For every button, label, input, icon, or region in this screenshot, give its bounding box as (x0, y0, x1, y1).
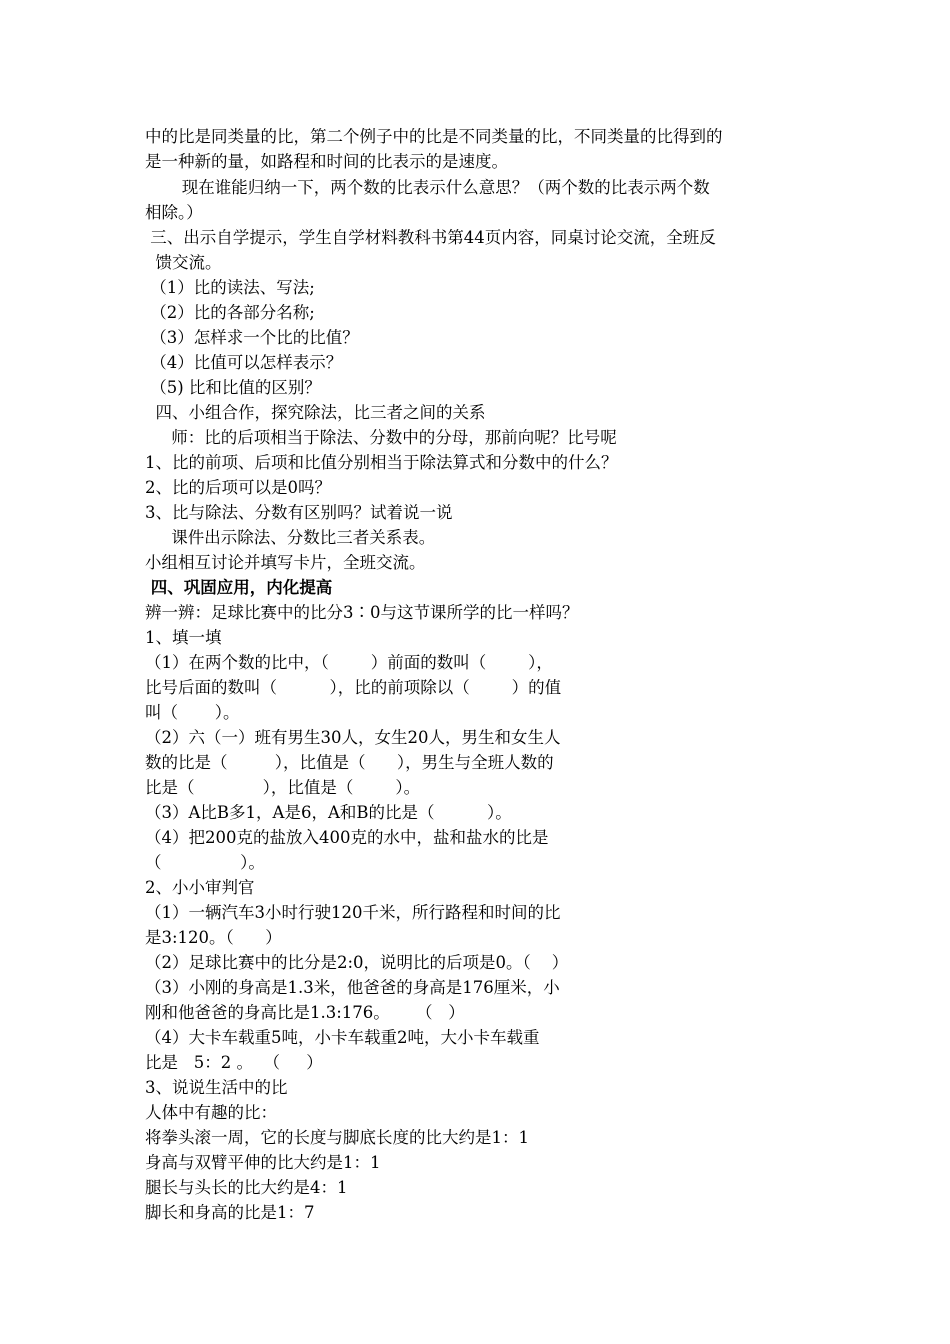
text-line: 师：比的后项相当于除法、分数中的分母，那前向呢？比号呢 (145, 428, 617, 447)
text-line: 比是 5：2 。 （ ） (145, 1053, 323, 1072)
text-line: 人体中有趣的比： (145, 1103, 277, 1122)
text-line: （1）一辆汽车3小时行驶120千米，所行路程和时间的比 (145, 903, 561, 922)
text-line: 比是（ ），比值是（ ）。 (145, 778, 421, 797)
text-line: 是3:120。（ ） (145, 928, 282, 947)
section-heading: 四、小组合作，探究除法，比三者之间的关系 (145, 403, 486, 422)
text-line: 现在谁能归纳一下，两个数的比表示什么意思？（两个数的比表示两个数 (145, 178, 710, 197)
text-line: 三、出示自学提示，学生自学材料教科书第44页内容，同桌讨论交流，全班反 (145, 228, 716, 247)
text-line: （1）在两个数的比中，（ ）前面的数叫（ ）， (145, 653, 553, 672)
text-line: （4）比值可以怎样表示？ (145, 353, 343, 372)
text-line: （2）比的各部分名称; (145, 303, 315, 322)
text-line: 2、比的后项可以是0吗？ (145, 478, 331, 497)
text-line: 课件出示除法、分数比三者关系表。 (145, 528, 436, 547)
text-line: （5) 比和比值的区别？ (145, 378, 321, 397)
text-line: 将拳头滚一周，它的长度与脚底长度的比大约是1：1 (145, 1128, 529, 1147)
text-line: 馈交流。 (145, 253, 222, 272)
text-line: （1）比的读法、写法; (145, 278, 315, 297)
text-line: 2、小小审判官 (145, 878, 255, 897)
text-line: 叫（ ）。 (145, 703, 240, 722)
text-line: 小组相互讨论并填写卡片，全班交流。 (145, 553, 426, 572)
text-line: （2）六（一）班有男生30人，女生20人，男生和女生人 (145, 728, 561, 747)
text-line: （2）足球比赛中的比分是2:0，说明比的后项是0。（ ） (145, 953, 569, 972)
text-line: （ ）。 (145, 853, 265, 872)
text-line: 中的比是同类量的比，第二个例子中的比是不同类量的比，不同类量的比得到的 (145, 127, 723, 146)
text-line: 腿长与头长的比大约是4：1 (145, 1178, 348, 1197)
text-line: 辨一辨：足球比赛中的比分3∶0与这节课所学的比一样吗？ (145, 603, 579, 622)
text-line: 身高与双臂平伸的比大约是1：1 (145, 1153, 381, 1172)
text-line: 3、比与除法、分数有区别吗？试着说一说 (145, 503, 453, 522)
text-line: （4）大卡车载重5吨，小卡车载重2吨，大小卡车载重 (145, 1028, 540, 1047)
text-line: 相除。） (145, 203, 203, 222)
text-line: 3、说说生活中的比 (145, 1078, 288, 1097)
section-heading: 四、巩固应用，内化提高 (145, 578, 333, 597)
text-line: 比号后面的数叫（ ），比的前项除以（ ）的值 (145, 678, 562, 697)
text-line: 是一种新的量，如路程和时间的比表示的是速度。 (145, 152, 508, 171)
text-line: （3）小刚的身高是1.3米，他爸爸的身高是176厘米，小 (145, 978, 560, 997)
text-line: 脚长和身高的比是1：7 (145, 1203, 315, 1222)
text-line: （3）怎样求一个比的比值？ (145, 328, 359, 347)
text-line: 数的比是（ ），比值是（ ），男生与全班人数的 (145, 753, 554, 772)
text-line: 刚和他爸爸的身高比是1.3:176。 （ ） (145, 1003, 465, 1022)
text-line: （4）把200克的盐放入400克的水中，盐和盐水的比是 (145, 828, 549, 847)
text-line: 1、填一填 (145, 628, 222, 647)
text-line: （3）A比B多1，A是6，A和B的比是（ ）。 (145, 803, 512, 822)
text-line: 1、比的前项、后项和比值分别相当于除法算式和分数中的什么？ (145, 453, 618, 472)
